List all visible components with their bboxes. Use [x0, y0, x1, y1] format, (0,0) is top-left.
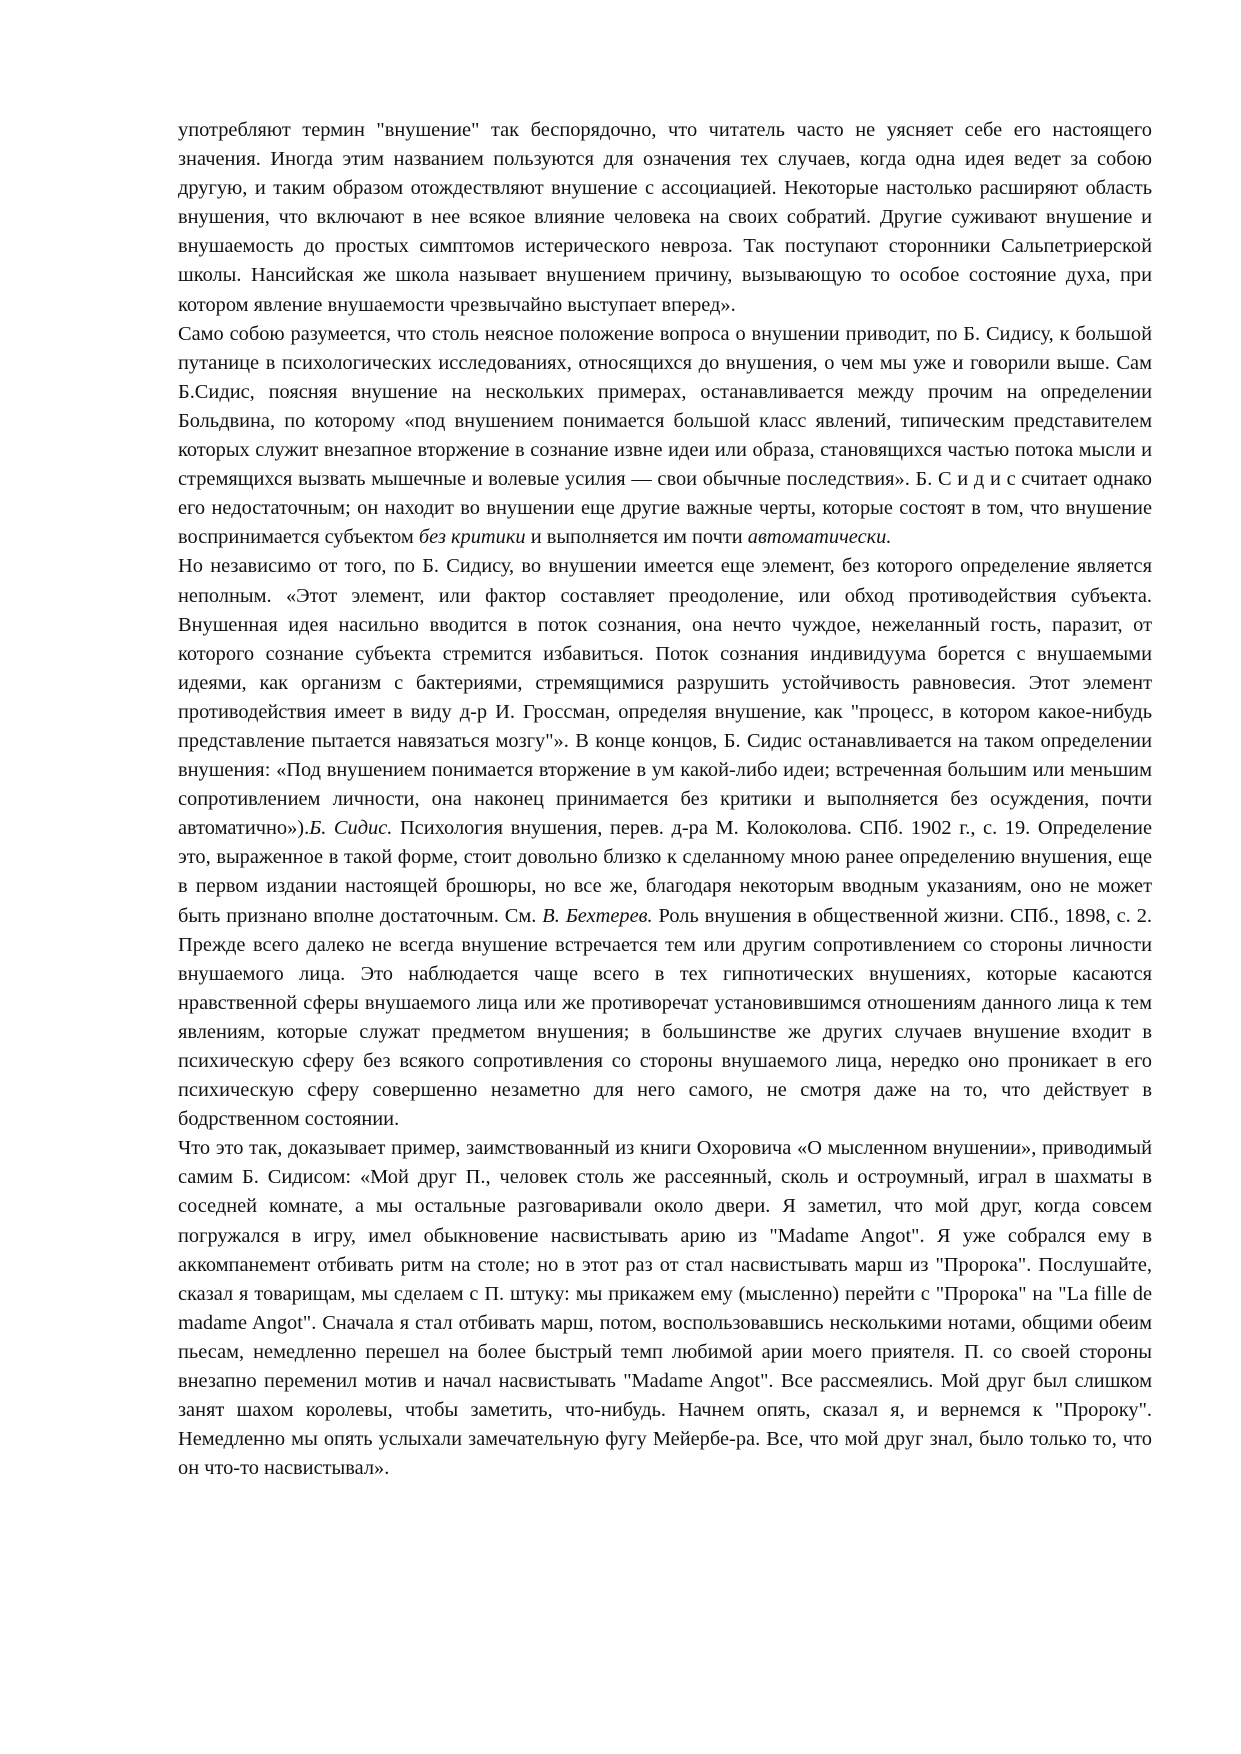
paragraph-text: Что это так, доказывает пример, заимствованный из книги Охоровича «О мысленном внушении», приводимый самим Б. Сидисом: «Мой друг П., человек столь же рассеянный, сколь и остроумный, играл в шахматы в соседней комнате, а мы остальные разговаривали около двери. Я заметил, что мой друг, когда совсем погружался в игру, имел обыкновение насвистывать арию из "Madame Angot". Я уже собрался ему в аккомпанемент отбивать ритм на столе; но в этот раз от стал насвистывать марш из "Пророка". Послушайте, сказал я товарищам, мы сделаем с П. штуку: мы прикажем ему (мысленно) перейти с "Пророка" на "La fille de madame Angot". Сначала я стал отбивать марш, потом, воспользовавшись несколькими нотами, общими обеим пьесам, немедленно перешел на более быстрый темп любимой арии моего приятеля. П. со своей стороны внезапно переменил мотив и начал насвистывать "Madame Angot". Все рассмеялись. Мой друг был слишком занят шахом королевы, чтобы заметить, что-нибудь. Начнем опять, сказал я, и вернемся к "Пророку". Немедленно мы опять услыхали замечательную фугу Мейербе-ра. Все, что мой друг знал, было только то, что он что-то насвистывал». [178, 1137, 1152, 1480]
paragraph-text: Но независимо от того, по Б. Сидису, во внушении имеется еще элемент, без которого определение является неполным. «Этот элемент, или фактор составляет преодоление, или обход противодействия субъекта. Внушенная идея насильно вводится в поток сознания, она нечто чуждое, нежеланный гость, паразит, от которого сознание субъекта стремится избавиться. Поток сознания индивидуума борется с внушаемыми идеями, как организм с бактериями, стремящимися разрушить устойчивость равновесия. Этот элемент противодействия имеет в виду д-р И. Гроссман, определяя внушение, как "процесс, в котором какое-нибудь представление пытается навязаться мозгу"». В конце концов, Б. Сидис останавливается на таком определении внушения: «Под внушением понимается вторжение в ум какой-либо идеи; встреченная большим или меньшим сопротивлением личности, она наконец принимается без критики и выполняется без осуждения, почти автоматично»). [178, 555, 1152, 840]
paragraph-text: и выполняется им почти [525, 526, 748, 549]
author-citation: Б. Сидис. [309, 817, 393, 840]
italic-phrase: без критики [418, 526, 526, 549]
paragraph-text: Само собою разумеется, что столь неясное положение вопроса о внушении приводит, по Б. Сидису, к большой путанице в психологических исследованиях, относящихся до внушения, о чем мы уже и говорили выше. Сам Б.Сидис, поясняя внушение на нескольких примерах, останавливается между прочим на определении Больдвина, по которому «под внушением понимается большой класс явлений, типическим представителем которых служит внезапное вторжение в сознание извне идеи или образа, становящихся частью потока мысли и стремящихся вызвать мышечные и волевые усилия — свои обычные последствия». Б. С и д и с считает однако его недостаточным; он находит во внушении еще другие важные черты, которые состоят в том, что внушение воспринимается субъектом [178, 322, 1152, 549]
paragraph-1 [178, 116, 1152, 320]
paragraph-3 [178, 552, 1152, 1134]
author-citation: В. Бехтерев. [542, 904, 653, 927]
document-page [178, 116, 1152, 1483]
paragraph-2 [178, 320, 1152, 553]
paragraph-text: употребляют термин "внушение" так беспорядочно, что читатель часто не уясняет себе его настоящего значения. Иногда этим названием пользуются для означения тех случаев, когда одна идея ведет за собою другую, и таким образом отождествляют внушение с ассоциацией. Некоторые настолько расширяют область внушения, что включают в нее всякое влияние человека на своих собратий. Другие суживают внушение и внушаемость до простых симптомов истерического невроза. Так поступают сторонники Сальпетриерской школы. Нансийская же школа называет внушением причину, вызывающую то особое состояние духа, при котором явление внушаемости чрезвычайно выступает вперед». [178, 119, 1152, 316]
paragraph-text: Психология внушения, перев. д-ра М. Колоколова. СПб. 1902 г., с. 19. Определение это, выраженное в такой форме, стоит довольно близко к сделанному мною ранее определению внушения, еще в первом издании настоящей брошюры, но все же, благодаря некоторым вводным указаниям, оно не может быть признано вполне достаточным. См. [178, 817, 1152, 927]
paragraph-4 [178, 1134, 1152, 1483]
paragraph-text: Роль внушения в общественной жизни. СПб., 1898, с. 2. Прежде всего далеко не всегда внушение встречается тем или другим сопротивлением со стороны личности внушаемого лица. Это наблюдается чаще всего в тех гипнотических внушениях, которые касаются нравственной сферы внушаемого лица или же противоречат установившимся отношениям данного лица к тем явлениям, которые служат предметом внушения; в большинстве же других случаев внушение входит в психическую сферу без всякого сопротивления со стороны внушаемого лица, нередко оно проникает в его психическую сферу совершенно незаметно для него самого, не смотря даже на то, что действует в бодрственном состоянии. [178, 904, 1152, 1131]
italic-phrase: автоматически. [747, 526, 892, 549]
